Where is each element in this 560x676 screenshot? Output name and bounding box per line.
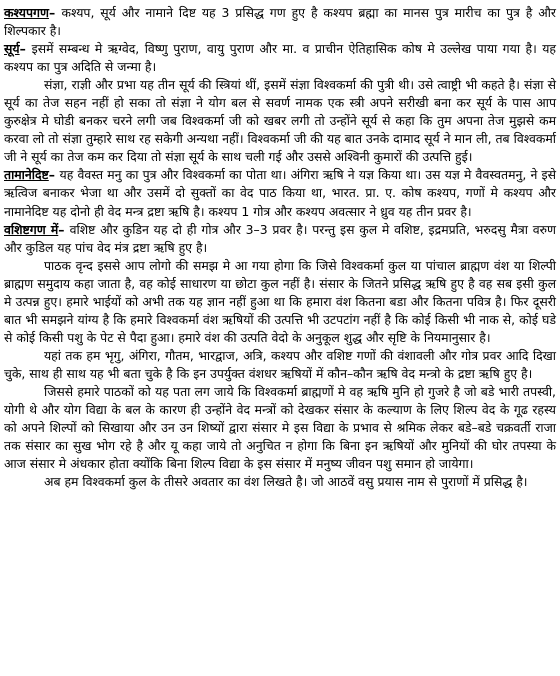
term-name: वशिष्टगण में xyxy=(4,221,59,237)
paragraph-pathak-vrind xyxy=(4,257,556,347)
paragraph-text: अब हम विश्वकर्मा कुल के तीसरे अवतार का वंश लिखते है। जो आठवें वसु प्रयास नाम से पुराणों में प्रसिद्ध है। xyxy=(44,474,528,490)
paragraph-text: पाठक वृन्द इससे आप लोगो की समझ मे आ गया होगा कि जिसे विश्वकर्मा कुल या पांचाल ब्राह्मण वंश या शिल्पी ब्राह्मण समुदाय कहा जाता है, वह कोई साधारण या छोटा कुल नहीं है। संसार के जितने प्रसिद्ध ऋषि हुए है वह सब इसी कुल मे उत्पन्न हुए। हमारे भाईयों को अभी तक यह ज्ञान नहीं हुआ था कि हमारा वंश कितना बडा और कितना पवित्र है। फिर दूसरी बात भी समझने यांग्य है कि हमारे विश्वकर्मा वंश ऋषियों की उत्पत्ति भी उटपटांग नहीं है कि कोई किसी भी नाक से, कोई घडे से कोई किसी पशु के पेट से पैदा हुआ। हमारे वंश की उत्पति वेदो के अनुकूल शुद्ध और सृष्टि के नियमानुसार है। xyxy=(4,257,556,345)
paragraph-text: कश्यप, सूर्य और नामाने दिष्ट यह 3 प्रसिद्ध गण हुए है कश्यप ब्रह्मा का मानस पुत्र मारीच का पुत्र है और शिल्पकार है। xyxy=(4,5,556,39)
paragraph-kashyapgan xyxy=(4,4,556,40)
term-heading xyxy=(4,167,60,182)
term-name: सूर्य xyxy=(4,41,20,57)
paragraph-vashishtgan xyxy=(4,221,556,257)
paragraph-text: वशिष्ट और कुडिन यह दो ही गोत्र और 3–3 प्रवर है। परन्तु इस कुल मे वशिष्ट, इद्रमप्रति, भरुदसु मैत्रा वरुण और कुडिल यह पांच वेद मंत्र द्रष्टा ऋषि हुए है। xyxy=(4,221,557,255)
paragraph-yahan-tak xyxy=(4,347,556,383)
paragraph-text: जिससे हमारे पाठकों को यह पता लग जाये कि विश्वकर्मा ब्राह्मणों मे वह ऋषि मुनि हो गुजरे है जो बडे भारी तपस्वी, योगी थे और योग विद्या के बल के कारण ही उन्होंने वेद मन्त्रों को देखकर संसार के कल्याण के लिए शिल्प वेद के गूढ रहस्य को अपने शिल्पों को सिखाया और उन उन शिष्यों द्वारा संसार मे इस विद्या के प्रभाव से श्रमिक लेकर बडे–बडे चक्रवर्ती राजा तक संसार का सुख भोग रहे है और यू कहा जाये तो अनुचित न होगा कि बिना इन ऋषियों और मुनियों की घोर तपस्या के आज संसार मे अंधकार होता क्योंकि बिना शिल्प विद्या के इस संसार में मनुष्य जीवन पशु समान हो जायेगा। xyxy=(4,383,556,472)
paragraph-sangya xyxy=(4,76,556,166)
term-heading xyxy=(4,41,32,56)
paragraph-text: यह वैवस्त मनु का पुत्र और विश्वकर्मा का पोता था। अंगिरा ऋषि ने यज्ञ किया था। उस यज्ञ मे वैवस्वतमनु, ने इसे ऋत्विज बनाकर भेजा था और उसमें दो सुक्तों का वेद पाठ किया था, भारत. प्रा. ए. कोष कश्यप, गणों मे कश्यप और नामानेदिष्ट यह दोनो ही वेद मन्त्र द्रष्टा ऋषि है। कश्यप 1 गोत्र और कश्यप अवत्सार ने ध्रुव यह तीन प्रवर है। xyxy=(4,167,556,219)
term-separator: – xyxy=(48,5,62,20)
paragraph-text: संज्ञा, राज्ञी और प्रभा यह तीन सूर्य की स्त्रियां थीं, इसमें संज्ञा विश्वकर्मा की पुत्री थी। उसे त्वाष्ट्री भी कहते है। संज्ञा से सूर्य का तेज सहन नहीं हो सका तो संज्ञा ने योग बल से सवर्ण नामक एक स्त्री अपने सरीखी बना कर सूर्य के पास आप कुरुक्षेत्र मे घोडी बनकर चरने लगी जब विश्वकर्मा जी को खबर लगी तो उन्होंने सूर्य से कहा कि तुम अपना तेज मुझसे कम करवा लो तो संज्ञा तुम्हारे साथ रह सकेगी अन्यथा नहीं। विश्वकर्मा जी की यह बात उनके दामाद सूर्य ने मान ली, तब विश्वकर्मा जी ने सूर्य का तेज कम कर दिया तो संज्ञा सूर्य के साथ चली गई और उससे अश्विनी कुमारों की उत्पत्ति हुई। xyxy=(4,77,556,165)
term-name: तामानेदिष्ट xyxy=(4,167,49,183)
paragraph-jisse-pathakon xyxy=(4,383,556,473)
term-heading xyxy=(4,5,61,20)
term-separator: – xyxy=(58,221,70,237)
paragraph-surya xyxy=(4,40,556,76)
paragraph-tamanedisht xyxy=(4,166,556,220)
term-separator: – xyxy=(48,167,60,183)
term-heading xyxy=(4,222,70,237)
term-name: कश्यपगण xyxy=(4,5,49,20)
paragraph-text: यहां तक हम भृगु, अंगिरा, गौतम, भारद्वाज, अत्रि, कश्यप और वशिष्ट गणों की वंशावली और गोत्र प्रवर आदि दिखा चुके, साथ ही साथ यह भी बता चुके है कि इन उपर्युक्त वंशधर ऋषियों में कौन–कौन ऋषि वेद मन्त्रो के द्रष्टा ऋषि हुए है। xyxy=(4,347,556,381)
term-separator: – xyxy=(19,41,32,57)
paragraph-text: इसमें सम्बन्ध मे ऋग्वेद, विष्णु पुराण, वायु पुराण और मा. व प्राचीन ऐतिहासिक कोष मे उल्लेख पाया गया है। यह कश्यप का पुत्र अदिति से जन्मा है। xyxy=(4,41,556,75)
paragraph-ab-hum xyxy=(4,473,556,491)
